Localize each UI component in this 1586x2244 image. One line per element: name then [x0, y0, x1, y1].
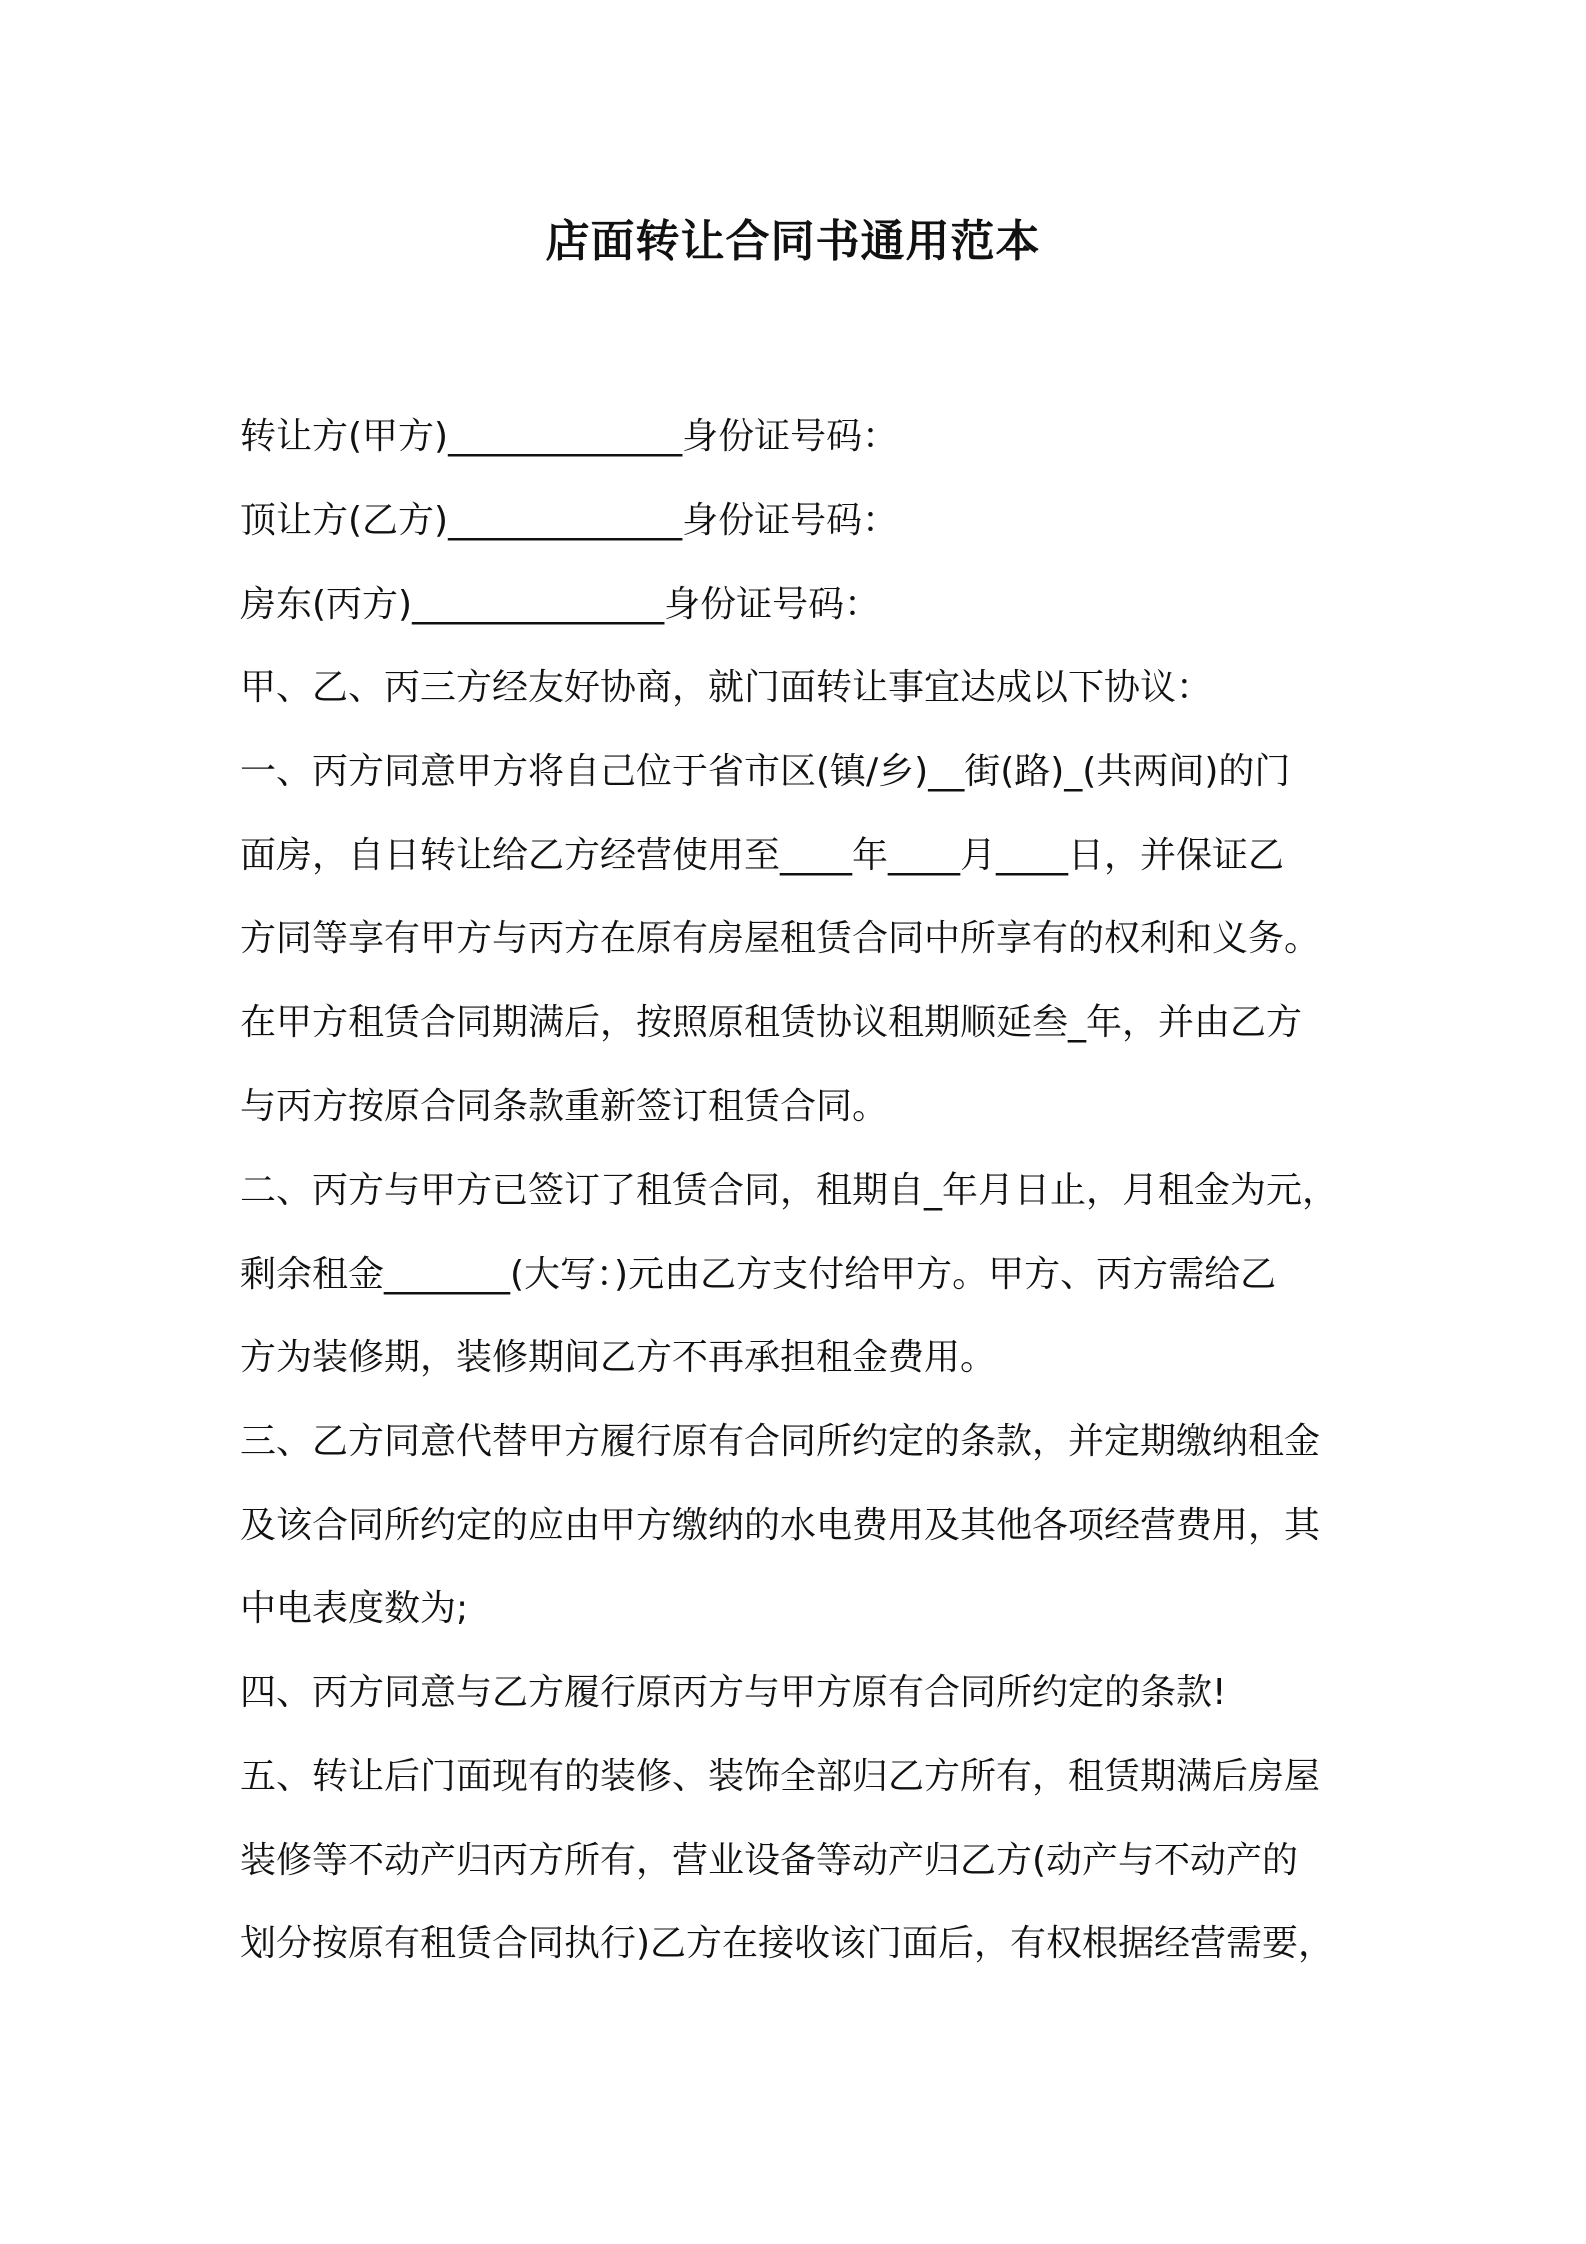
- clause-3-line-2: 及该合同所约定的应由甲方缴纳的水电费用及其他各项经营费用，其: [240, 1505, 1321, 1546]
- clause-3-line-3: 中电表度数为;: [240, 1588, 469, 1629]
- clause-1-line-4: 在甲方租赁合同期满后，按照原租赁协议租期顺延叁_年，并由乙方: [240, 1002, 1303, 1043]
- clause-4-line-1: 四、丙方同意与乙方履行原丙方与甲方原有合同所约定的条款!: [240, 1672, 1227, 1713]
- clause-5-line-2: 装修等不动产归丙方所有，营业设备等动产归乙方(动产与不动产的: [240, 1840, 1299, 1881]
- clause-2-line-2: 剩余租金_______(大写：)元由乙方支付给甲方。甲方、丙方需给乙: [240, 1254, 1277, 1295]
- clause-2-line-1: 二、丙方与甲方已签订了租赁合同，租期自_年月日止，月租金为元，: [240, 1170, 1339, 1211]
- clause-5-line-3: 划分按原有租赁合同执行)乙方在接收该门面后，有权根据经营需要，: [240, 1923, 1335, 1964]
- clause-2-line-3: 方为装修期，装修期间乙方不再承担租金费用。: [240, 1337, 997, 1378]
- party-a-line: 转让方(甲方)_____________身份证号码：: [240, 416, 899, 457]
- agreement-intro-line: 甲、乙、丙三方经友好协商，就门面转让事宜达成以下协议：: [240, 667, 1213, 708]
- clause-3-line-1: 三、乙方同意代替甲方履行原有合同所约定的条款，并定期缴纳租金: [240, 1421, 1321, 1462]
- party-c-line: 房东(丙方)______________身份证号码：: [240, 584, 881, 625]
- clause-1-line-2: 面房，自日转让给乙方经营使用至____年____月____日，并保证乙: [240, 835, 1285, 876]
- clause-5-line-1: 五、转让后门面现有的装修、装饰全部归乙方所有，租赁期满后房屋: [240, 1756, 1321, 1797]
- clause-1-line-5: 与丙方按原合同条款重新签订租赁合同。: [240, 1086, 889, 1127]
- document-title: 店面转让合同书通用范本: [545, 216, 1041, 267]
- clause-1-line-1: 一、丙方同意甲方将自己位于省市区(镇/乡)__街(路)_(共两间)的门: [240, 751, 1291, 792]
- clause-1-line-3: 方同等享有甲方与丙方在原有房屋租赁合同中所享有的权利和义务。: [240, 918, 1321, 959]
- party-b-line: 顶让方(乙方)_____________身份证号码：: [240, 500, 899, 541]
